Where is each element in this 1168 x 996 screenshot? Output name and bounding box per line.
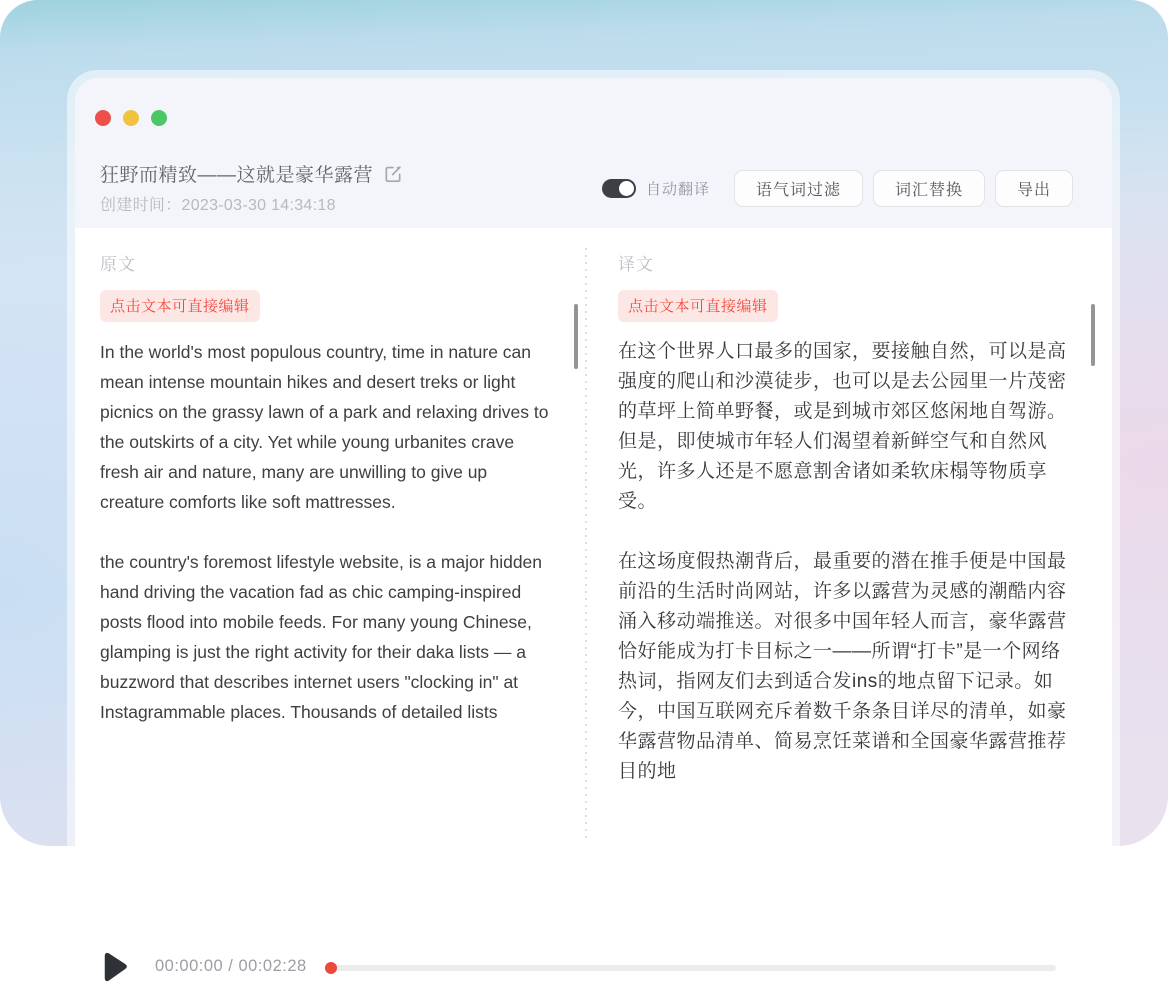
traffic-lights [95,110,167,126]
filler-filter-button[interactable]: 语气词过滤 [734,170,863,207]
translation-panel [75,228,1112,975]
column-divider [585,248,587,838]
progress-track[interactable] [331,962,1056,974]
target-paragraph[interactable]: 在这个世界人口最多的国家，要接触自然，可以是高强度的爬山和沙漠徒步，也可以是去公园里一片茂密的草坪上简单野餐，或是到城市郊区悠闲地自驾游。但是，即使城市年轻人们渴望着新鲜空气和自然风光，许多人还是不愿意割舍诸如柔软床榻等物质享受。 [618,341,1067,512]
source-column [100,250,556,775]
target-column [618,250,1070,782]
target-column-header: 译文 [618,255,654,274]
source-paragraph[interactable]: In the world's most populous country, time in nature can mean intense mountain hikes and desert treks or light picnics on the grassy lawn of a park and relaxing drives to the outskirts of a city. Yet while young urbanites crave fresh air and nature, many are unwilling to give up creature comforts like soft mattresses. [100,342,549,512]
target-edit-hint-badge: 点击文本可直接编辑 [618,290,778,322]
word-replace-button[interactable]: 词汇替换 [873,170,985,207]
source-scrollbar[interactable] [574,304,578,369]
app-window [75,78,1112,975]
auto-translate-label: 自动翻译 [645,181,710,198]
edit-title-icon[interactable] [383,164,403,184]
toggle-knob [619,181,634,196]
playhead[interactable] [325,962,337,974]
created-time: 创建时间：2023-03-30 14:34:18 [100,197,336,214]
progress-bar [331,965,1056,971]
target-scrollbar[interactable] [1091,304,1095,366]
time-display: 00:00:00 / 00:02:28 [155,957,307,975]
target-text-area[interactable] [618,337,1070,782]
play-button[interactable] [102,951,128,983]
source-column-header: 原文 [100,255,136,274]
document-title: 狂野而精致——这就是豪华露营 [100,165,374,186]
close-window-icon[interactable] [95,110,111,126]
source-edit-hint-badge: 点击文本可直接编辑 [100,290,260,322]
maximize-window-icon[interactable] [151,110,167,126]
auto-translate-toggle[interactable] [602,179,636,198]
audio-player [75,938,1112,996]
minimize-window-icon[interactable] [123,110,139,126]
target-paragraph[interactable]: 在这场度假热潮背后，最重要的潜在推手便是中国最前沿的生活时尚网站，许多以露营为灵感的潮酷内容涌入移动端推送。对很多中国年轻人而言，豪华露营恰好能成为打卡目标之一——所谓“打卡”是一个网络热词，指网友们去到适合发ins的地点留下记录。如今，中国互联网充斥着数千条条目详尽的清单，如豪华露营物品清单、简易烹饪菜谱和全国豪华露营推荐目的地 [618,551,1067,782]
source-paragraph[interactable]: the country's foremost lifestyle website, is a major hidden hand driving the vacation fad as chic camping-inspired posts flood into mobile feeds. For many young Chinese, glamping is just the right activity for their daka lists — a buzzword that describes internet users "clocking in" at Instagrammable places. Thousands of detailed lists [100,552,543,722]
source-text-area[interactable] [100,337,556,775]
export-button[interactable]: 导出 [995,170,1073,207]
window-frame [67,70,1120,975]
